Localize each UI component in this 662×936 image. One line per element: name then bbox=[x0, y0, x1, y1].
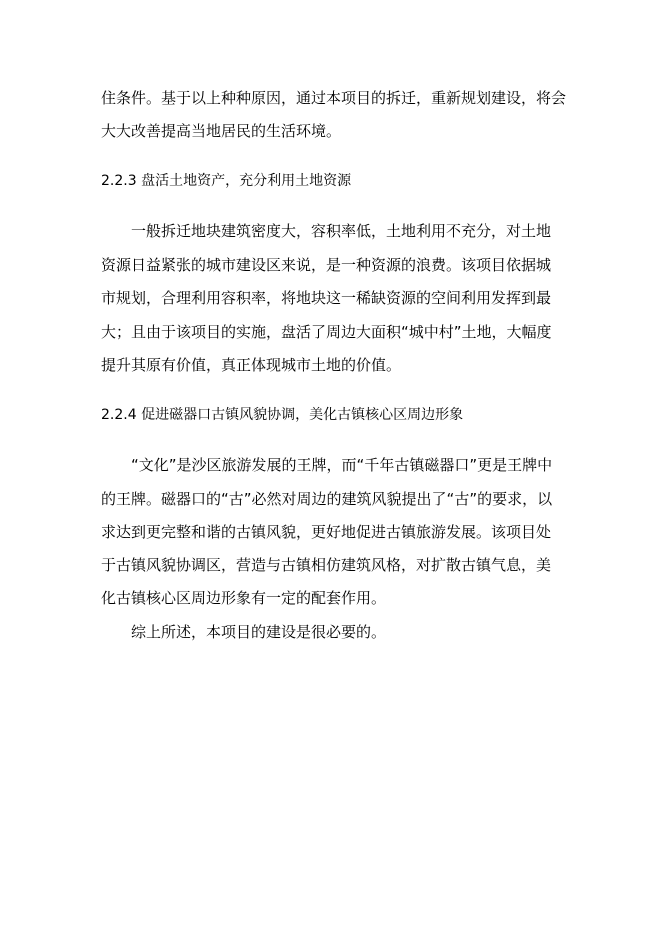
paragraph-line: 市规划，合理利用容积率，将地块这一稀缺资源的空间利用发挥到最 bbox=[101, 289, 552, 307]
paragraph-line: 一般拆迁地块建筑密度大，容积率低，土地利用不充分，对土地 bbox=[131, 222, 552, 240]
paragraph-line: 资源日益紧张的城市建设区来说，是一种资源的浪费。该项目依据城 bbox=[101, 256, 552, 274]
paragraph-line: 的王牌。磁器口的“古”必然对周边的建筑风貌提出了“古”的要求，以 bbox=[101, 490, 553, 508]
paragraph-line: 大；且由于该项目的实施，盘活了周边大面积“城中村”土地，大幅度 bbox=[101, 323, 552, 341]
paragraph-line: 提升其原有价值，真正体现城市土地的价值。 bbox=[101, 356, 402, 374]
paragraph-line: 化古镇核心区周边形象有一定的配套作用。 bbox=[101, 589, 387, 607]
paragraph-line: 大大改善提高当地居民的生活环境。 bbox=[101, 122, 342, 140]
paragraph-line: “文化”是沙区旅游发展的王牌，而“千年古镇磁器口”更是王牌中 bbox=[131, 456, 553, 474]
conclusion-line: 综上所述，本项目的建设是很必要的。 bbox=[131, 623, 387, 641]
section-heading-2-2-3: 2.2.3 盘活土地资产，充分利用土地资源 bbox=[101, 173, 352, 189]
section-heading-2-2-4: 2.2.4 促进磁器口古镇风貌协调，美化古镇核心区周边形象 bbox=[101, 407, 464, 423]
paragraph-line: 求达到更完整和谐的古镇风貌，更好地促进古镇旅游发展。该项目处 bbox=[101, 523, 552, 541]
paragraph-line: 住条件。基于以上种种原因，通过本项目的拆迁，重新规划建设，将会 bbox=[101, 89, 567, 107]
paragraph-line: 于古镇风貌协调区，营造与古镇相仿建筑风格，对扩散古镇气息，美 bbox=[101, 556, 552, 574]
